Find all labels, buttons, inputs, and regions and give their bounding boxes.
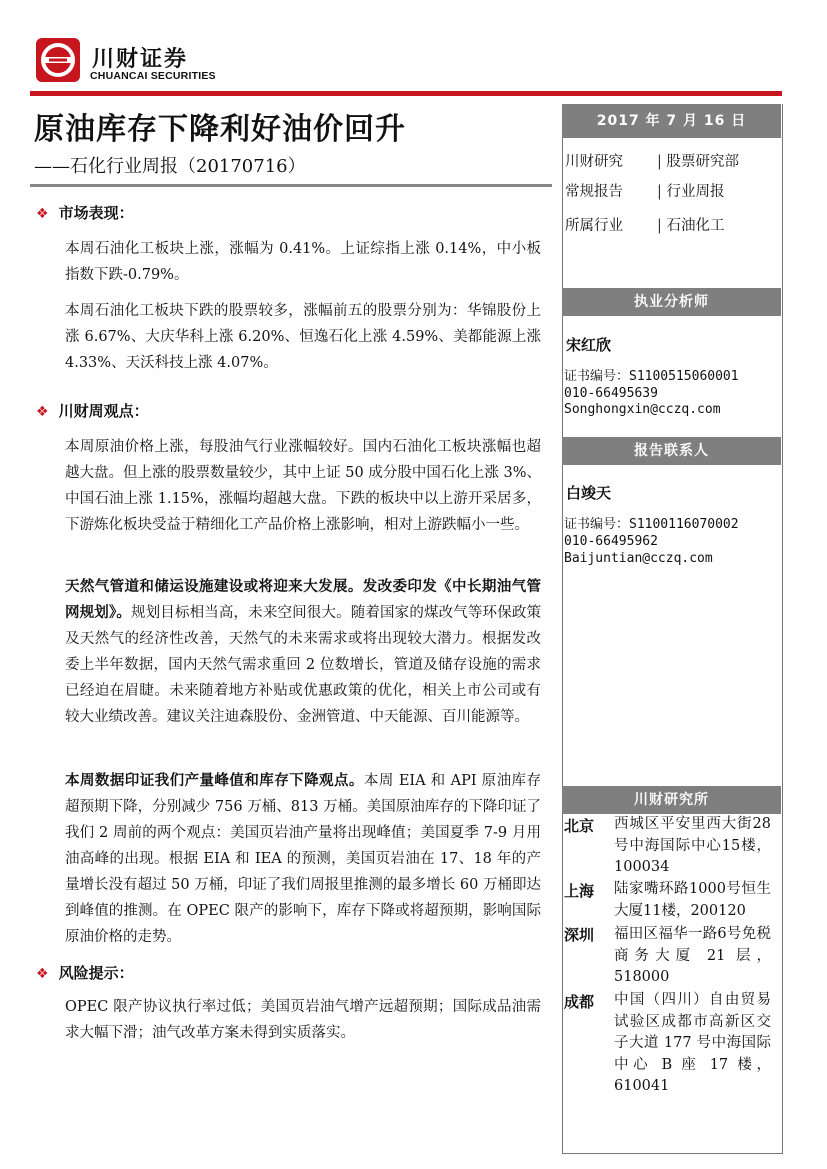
brand-name-cn: 川财证券	[92, 47, 189, 72]
meta-value: | 石油化工	[657, 214, 725, 235]
analyst-cert: 证书编号：S1100515060001	[564, 369, 739, 384]
meta-value: | 行业周报	[657, 180, 725, 201]
market-paragraph-1: 本周石油化工板块上涨，涨幅为 0.41%。上证综指上涨 0.14%，中小板指数下跌-0.79%。	[65, 241, 541, 283]
view-paragraph-3-body: 本周 EIA 和 API 原油库存超预期下降，分别减少 756 万桶、813 万桶。美国原油库存的下降印证了我们 2 周前的两个观点：美国页岩油产量将出现峰值；美国夏季 7-9 月用油高峰的出现。根据 EIA 和 IEA 的预测，美国页岩油在 17、18 年的产量增长没有超过 50 万桶，印证了我们周报里推测的最多增长 60 万桶即达到峰值的推测。在 OPEC 限产的影响下，库存下降或将超预期，影响国际原油价格的走势。	[65, 773, 541, 945]
analyst-name: 宋红欣	[566, 336, 612, 354]
analyst-phone: 010-66495639	[564, 386, 658, 401]
contact-email[interactable]: Baijuntian@cczq.com	[564, 551, 713, 566]
office-city-chengdu: 成都	[564, 993, 595, 1011]
meta-key: 常规报告	[565, 184, 623, 200]
meta-value: | 股票研究部	[657, 150, 739, 171]
view-paragraph-2-lead: 天然气管道和储运设施建设或将迎来大发展。发改委印发《中长期油气管网规划》。	[65, 578, 541, 621]
office-city-shenzhen: 深圳	[564, 926, 595, 944]
report-subtitle: ——石化行业周报（20170716）	[34, 156, 306, 177]
analyst-header: 执业分析师	[562, 288, 781, 316]
contact-phone: 010-66495962	[564, 534, 658, 549]
office-address-chengdu: 中国（四川）自由贸易试验区成都市高新区交子大道 177 号中海国际中心 B 座 17 楼，610041	[614, 992, 771, 1094]
view-paragraph-2-body: 规划目标相当高，未来空间很大。随着国家的煤改气等环保政策及天然气的经济性改善，天然气的未来需求或将出现较大潜力。根据发改委上半年数据，国内天然气需求重回 2 位数增长，管道及储存设施的需求已经迫在眉睫。未来随着地方补贴或优惠政策的优化，相关上市公司或有较大业绩改善。建议关注迪森股份、金洲管道、中天能源、百川能源等。	[65, 605, 542, 725]
meta-key: 川财研究	[565, 154, 623, 170]
title-divider	[30, 184, 552, 187]
view-paragraph-2	[65, 574, 541, 730]
analyst-email[interactable]: Songhongxin@cczq.com	[564, 402, 721, 417]
view-paragraph-3	[65, 768, 541, 950]
office-city-beijing: 北京	[564, 817, 595, 835]
institute-header: 川财研究所	[562, 786, 781, 814]
market-paragraph-2: 本周石油化工板块下跌的股票较多，涨幅前五的股票分别为：华锦股份上涨 6.67%、大庆华科上涨 6.20%、恒逸石化上涨 4.59%、美都能源上涨 4.33%、天沃科技上涨 4.07%。	[65, 303, 541, 371]
header-divider	[30, 91, 782, 96]
section-heading-risk: ❖ 风险提示：	[36, 964, 134, 982]
diamond-bullet-icon: ❖	[36, 206, 49, 222]
brand-logo	[36, 38, 80, 82]
office-address-beijing: 西城区平安里西大街28号中海国际中心15楼，100034	[614, 816, 771, 875]
view-paragraph-1: 本周原油价格上涨，每股油气行业涨幅较好。国内石油化工板块涨幅也超越大盘。但上涨的股票数量较少，其中上证 50 成分股中国石化上涨 3%、中国石油上涨 1.15%，涨幅均超越大盘。下跌的板块中以上游开采居多，下游炼化板块受益于精细化工产品价格上涨影响，相对上游跌幅小一些。	[65, 439, 541, 533]
contact-name: 白竣天	[566, 484, 612, 502]
diamond-bullet-icon: ❖	[36, 404, 49, 420]
office-address-shenzhen: 福田区福华一路6号免税商务大厦 21 层，518000	[614, 926, 771, 985]
view-paragraph-3-lead: 本周数据印证我们产量峰值和库存下降观点。	[65, 772, 364, 789]
office-address-shanghai: 陆家嘴环路1000号恒生大厦11楼，200120	[614, 881, 771, 919]
meta-key: 所属行业	[565, 218, 623, 234]
brand-name-en: CHUANCAI SECURITIES	[90, 70, 216, 82]
diamond-bullet-icon: ❖	[36, 966, 49, 982]
risk-paragraph: OPEC 限产协议执行率过低；美国页岩油气增产远超预期；国际成品油需求大幅下滑；油气改革方案未得到实质落实。	[65, 999, 541, 1041]
contact-cert: 证书编号：S1100116070002	[564, 517, 739, 532]
report-title: 原油库存下降利好油价回升	[34, 112, 406, 147]
report-date: 2017 年 7 月 16 日	[562, 104, 781, 138]
office-city-shanghai: 上海	[564, 882, 595, 900]
section-heading-view: ❖ 川财周观点：	[36, 402, 149, 420]
contact-header: 报告联系人	[562, 437, 781, 465]
section-heading-market: ❖ 市场表现：	[36, 204, 134, 222]
